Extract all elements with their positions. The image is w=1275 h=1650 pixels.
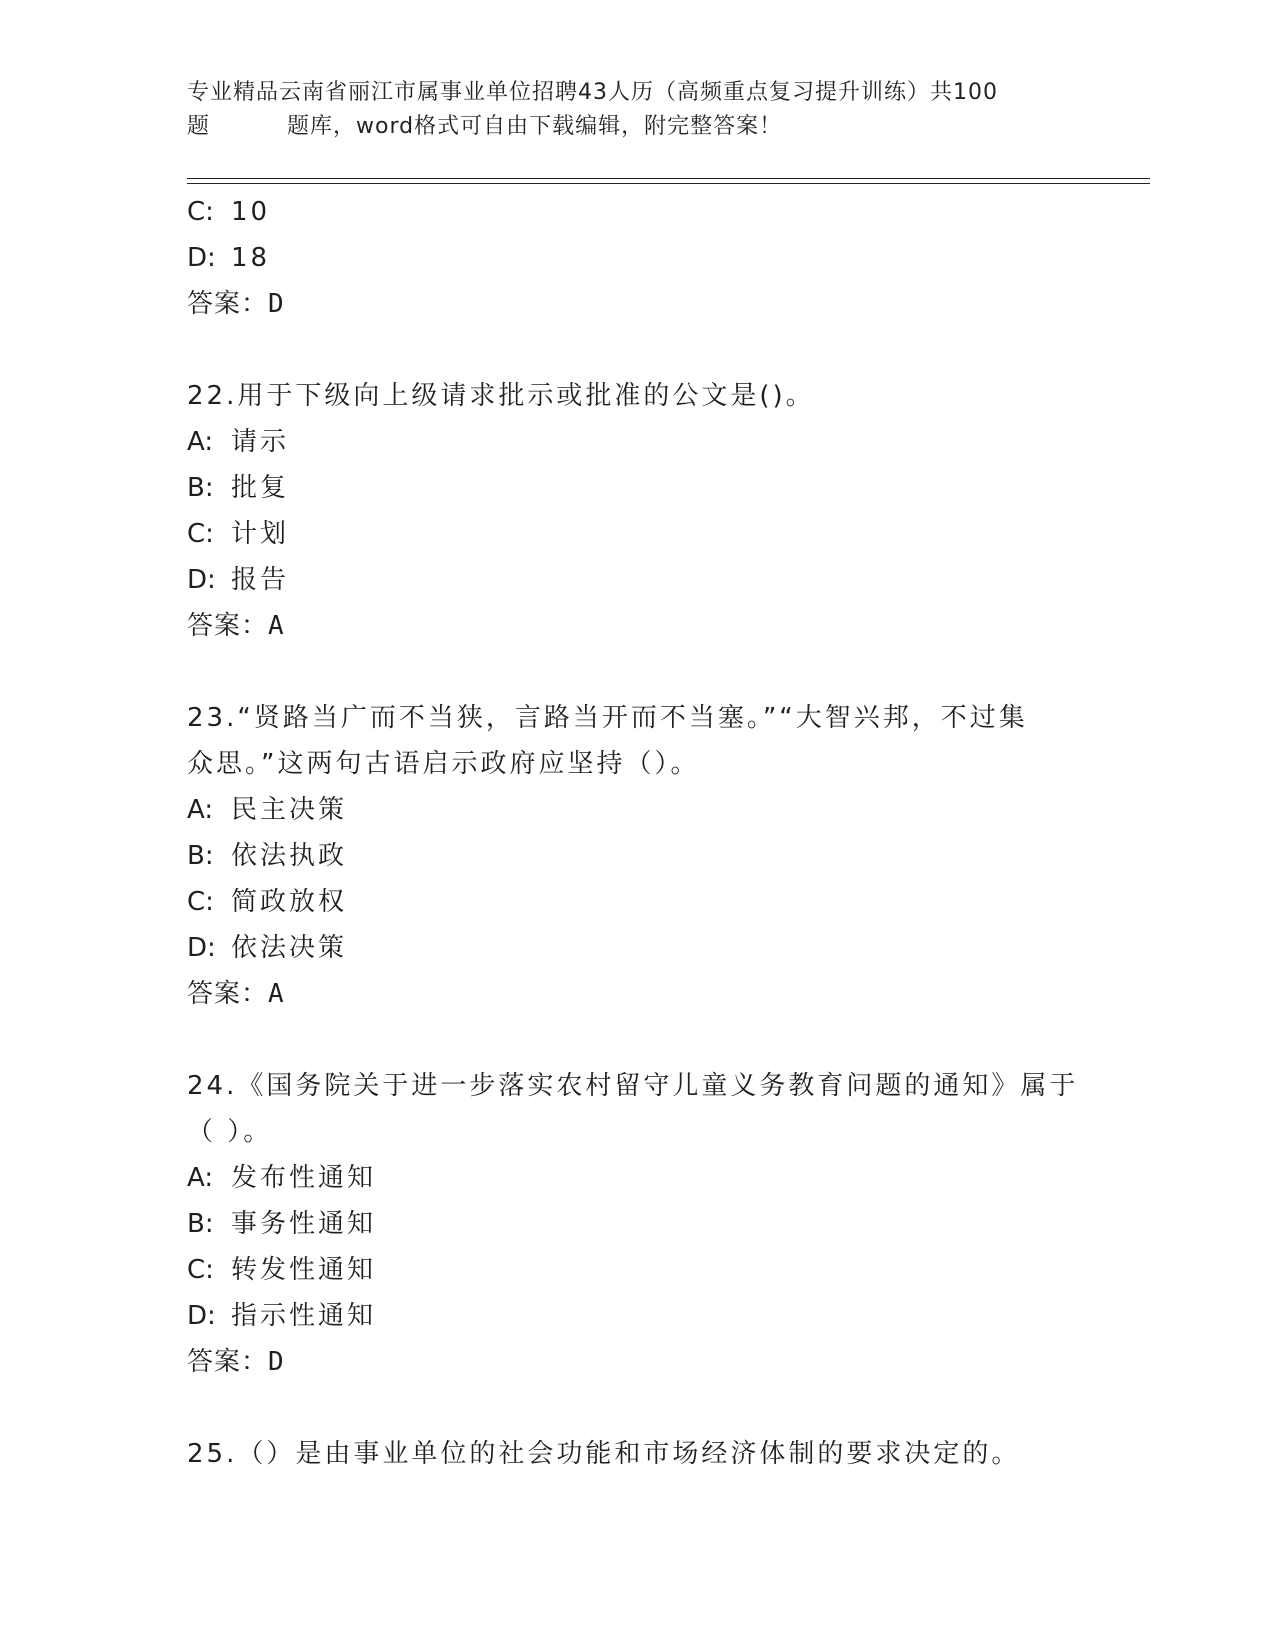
spacer: [187, 649, 1087, 695]
question-23: [187, 695, 1087, 1017]
option-label: C:: [187, 887, 214, 917]
option-label: C:: [187, 519, 214, 549]
option-text: 转发性通知: [231, 1255, 377, 1285]
header-divider-bottom: [187, 183, 1150, 184]
option-label: C:: [187, 1255, 214, 1285]
option-c: [187, 879, 1087, 925]
spacer: [187, 327, 1087, 373]
question-list: [187, 189, 1087, 1477]
option-label: D:: [187, 1301, 216, 1331]
option-c: [187, 511, 1087, 557]
option-b: [187, 833, 1087, 879]
question-stem-line1: 24.《国务院关于进一步落实农村留守儿童义务教育问题的通知》属于: [187, 1071, 1079, 1101]
question-stem-line2: （ ）。: [187, 1117, 273, 1147]
option-text: 事务性通知: [231, 1209, 377, 1239]
option-text: 依法决策: [231, 933, 348, 963]
question-stem: 22.用于下级向上级请求批示或批准的公文是()。: [187, 381, 815, 411]
option-d: [187, 1293, 1087, 1339]
option-label: B:: [187, 841, 214, 871]
header-title-line1: 专业精品云南省丽江市属事业单位招聘43人历（高频重点复习提升训练）共100: [187, 80, 998, 105]
spacer: [187, 1385, 1087, 1431]
question-stem: 25.（）是由事业单位的社会功能和市场经济体制的要求决定的。: [187, 1439, 1021, 1469]
option-text: 简政放权: [231, 887, 348, 917]
header-line2-lead: 题: [187, 114, 211, 139]
option-text: 依法执政: [231, 841, 348, 871]
option-d: [187, 235, 1087, 281]
question-stem-line2: 众思。”这两句古语启示政府应坚持（）。: [187, 749, 700, 779]
option-text: 报告: [231, 565, 290, 595]
option-text: 计划: [231, 519, 290, 549]
option-d: [187, 557, 1087, 603]
question-22: [187, 373, 1087, 649]
option-label: A:: [187, 427, 214, 457]
option-b: [187, 1201, 1087, 1247]
question-25: [187, 1431, 1087, 1477]
answer-line: 答案：D: [187, 1347, 285, 1377]
answer-line: 答案：A: [187, 611, 285, 641]
option-a: [187, 419, 1087, 465]
option-label: A:: [187, 795, 214, 825]
option-c: [187, 189, 1087, 235]
option-text: 10: [231, 197, 271, 227]
option-a: [187, 1155, 1087, 1201]
option-text: 发布性通知: [231, 1163, 377, 1193]
option-label: B:: [187, 1209, 214, 1239]
header-title-line2: [187, 110, 1087, 144]
option-c: [187, 1247, 1087, 1293]
header-line2-rest: 题库，word格式可自由下载编辑，附完整答案！: [287, 114, 783, 139]
option-text: 指示性通知: [231, 1301, 377, 1331]
option-a: [187, 787, 1087, 833]
option-text: 18: [231, 243, 271, 273]
answer-line: 答案：A: [187, 979, 285, 1009]
option-text: 批复: [231, 473, 290, 503]
option-label: B:: [187, 473, 214, 503]
option-text: 请示: [231, 427, 290, 457]
page-header: [187, 76, 1087, 144]
answer-line: 答案：D: [187, 289, 285, 319]
option-label: C:: [187, 197, 214, 227]
option-label: A:: [187, 1163, 214, 1193]
option-text: 民主决策: [231, 795, 348, 825]
option-b: [187, 465, 1087, 511]
question-21-tail: [187, 189, 1087, 327]
option-d: [187, 925, 1087, 971]
option-label: D:: [187, 243, 216, 273]
question-24: [187, 1063, 1087, 1385]
option-label: D:: [187, 565, 216, 595]
question-stem-line1: 23.“贤路当广而不当狭，言路当开而不当塞。”“大智兴邦，不过集: [187, 703, 1028, 733]
spacer: [187, 1017, 1087, 1063]
header-divider-top: [187, 178, 1150, 179]
option-label: D:: [187, 933, 216, 963]
